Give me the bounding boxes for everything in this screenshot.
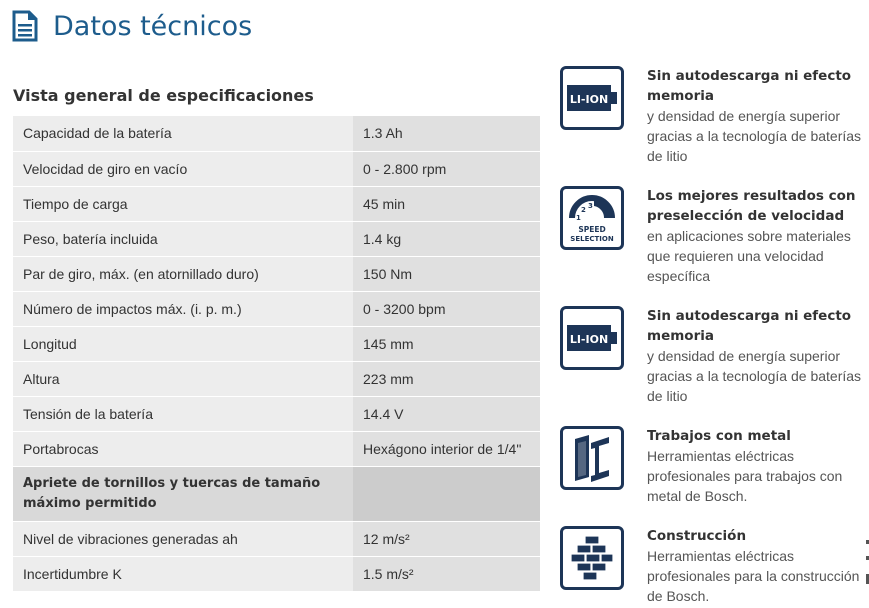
- spec-label: Peso, batería incluida: [13, 221, 353, 256]
- li-ion-label: LI-ION: [569, 93, 609, 106]
- feature-title: Trabajos con metal: [647, 428, 791, 444]
- brick-wall-icon: [560, 526, 624, 590]
- spec-label: Tiempo de carga: [13, 186, 353, 221]
- feature-text: [647, 186, 869, 286]
- svg-text:SPEED: SPEED: [578, 225, 606, 234]
- spec-value: 1.4 kg: [353, 221, 540, 256]
- group-value-empty: [353, 466, 540, 521]
- spec-label: Nivel de vibraciones generadas ah: [13, 521, 353, 556]
- feature-desc: Herramientas eléctricas profesionales para trabajos con metal de Bosch.: [647, 448, 843, 504]
- specs-table: [13, 116, 540, 592]
- table-row: [13, 431, 540, 466]
- table-row: [13, 291, 540, 326]
- spec-value: 1.5 m/s²: [353, 556, 540, 591]
- svg-text:SELECTION: SELECTION: [570, 235, 614, 243]
- feature-desc: Herramientas eléctricas profesionales para la construcción de Bosch.: [647, 548, 860, 604]
- metal-beam-icon: [560, 426, 624, 490]
- spec-value: 12 m/s²: [353, 521, 540, 556]
- spec-value: 14.4 V: [353, 396, 540, 431]
- spec-label: Longitud: [13, 326, 353, 361]
- table-row: [13, 186, 540, 221]
- feature-title: Sin autodescarga ni efecto memoria: [647, 68, 852, 104]
- spec-label: Par de giro, máx. (en atornillado duro): [13, 256, 353, 291]
- group-title: Apriete de tornillos y tuercas de tamaño máximo permitido: [13, 466, 353, 521]
- spec-value: Hexágono interior de 1/4": [353, 431, 540, 466]
- feature-desc: y densidad de energía superior gracias a la tecnología de baterías de litio: [647, 348, 862, 404]
- svg-text:2: 2: [581, 206, 586, 214]
- spec-label: Portabrocas: [13, 431, 353, 466]
- table-row: [13, 221, 540, 256]
- spec-label: Capacidad de la batería: [13, 116, 353, 151]
- table-row: [13, 556, 540, 591]
- page-header: [12, 6, 252, 46]
- spec-label: Tensión de la batería: [13, 396, 353, 431]
- feature-desc: en aplicaciones sobre materiales que requieren una velocidad específica: [647, 228, 851, 284]
- table-row: [13, 396, 540, 431]
- specs-section-title: Vista general de especificaciones: [13, 86, 314, 105]
- svg-text:1: 1: [576, 214, 581, 222]
- spec-label: Velocidad de giro en vacío: [13, 151, 353, 186]
- li-ion-battery-icon: [560, 306, 624, 370]
- spec-label: Número de impactos máx. (i. p. m.): [13, 291, 353, 326]
- svg-text:3: 3: [588, 202, 593, 210]
- document-icon: [12, 10, 38, 42]
- feature-text: [647, 426, 869, 506]
- spec-value: 0 - 2.800 rpm: [353, 151, 540, 186]
- spec-value: 145 mm: [353, 326, 540, 361]
- table-row: [13, 256, 540, 291]
- group-header-row: [13, 466, 540, 521]
- feature-text: [647, 66, 869, 166]
- li-ion-battery-icon: [560, 66, 624, 130]
- spec-value: 223 mm: [353, 361, 540, 396]
- feature-desc: y densidad de energía superior gracias a la tecnología de baterías de litio: [647, 108, 862, 164]
- spec-value: 1.3 Ah: [353, 116, 540, 151]
- spec-value: 0 - 3200 bpm: [353, 291, 540, 326]
- table-row: [13, 116, 540, 151]
- spec-value: 150 Nm: [353, 256, 540, 291]
- spec-value: 45 min: [353, 186, 540, 221]
- li-ion-label: LI-ION: [569, 333, 609, 346]
- table-row: [13, 326, 540, 361]
- table-row: [13, 521, 540, 556]
- table-row: [13, 151, 540, 186]
- page-title: Datos técnicos: [53, 10, 253, 42]
- speed-selection-icon: [560, 186, 624, 250]
- spec-label: Altura: [13, 361, 353, 396]
- table-row: [13, 361, 540, 396]
- feature-title: Sin autodescarga ni efecto memoria: [647, 308, 852, 344]
- feature-title: Construcción: [647, 528, 747, 544]
- feature-title: Los mejores resultados con preselección de velocidad: [647, 188, 856, 224]
- feature-text: [647, 306, 869, 406]
- feature-text: [647, 526, 869, 606]
- spec-label: Incertidumbre K: [13, 556, 353, 591]
